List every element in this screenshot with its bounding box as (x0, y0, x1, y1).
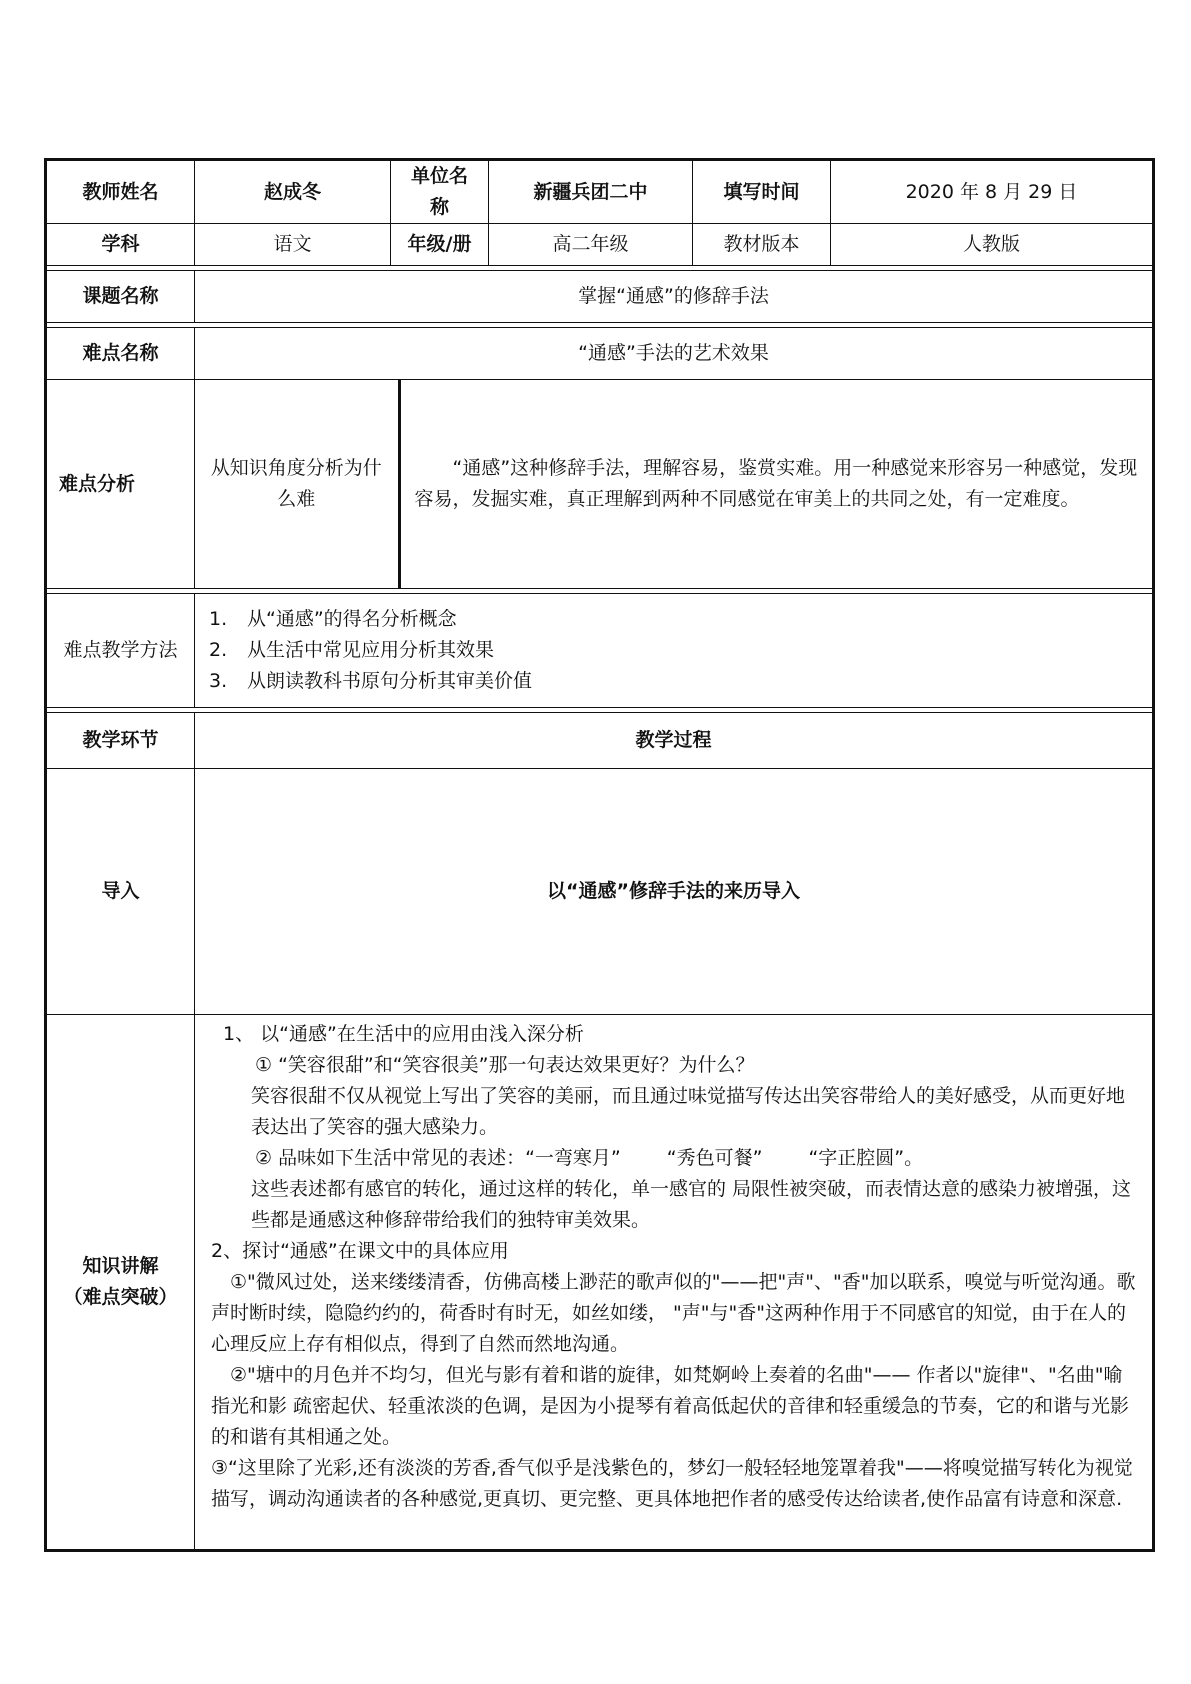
intro-value: 以“通感”修辞手法的来历导入 (195, 769, 1154, 1015)
analysis-row (46, 380, 1154, 589)
date-value: 2020 年 8 月 29 日 (831, 160, 1154, 224)
intro-label: 导入 (46, 769, 195, 1015)
subject-label: 学科 (46, 224, 195, 266)
method-item: 2. 从生活中常见应用分析其效果 (209, 639, 495, 661)
knowledge-line: 笑容很甜不仅从视觉上写出了笑容的美丽，而且通过味觉描写传达出笑容带给人的美好感受，从而更好地表达出了笑容的强大感染力。 (251, 1085, 1126, 1138)
intro-row (46, 769, 1154, 1015)
analysis-label: 难点分析 (46, 380, 195, 589)
difficulty-label: 难点名称 (46, 328, 195, 380)
methods-row (46, 594, 1154, 708)
analysis-sub-label: 从知识角度分析为什么难 (195, 380, 399, 588)
topic-value: 掌握“通感”的修辞手法 (195, 271, 1154, 323)
knowledge-content (195, 1015, 1154, 1551)
knowledge-line: 这些表述都有感官的转化，通过这样的转化，单一感官的 局限性被突破，而表情达意的感染力被增强，这些都是通感这种修辞带给我们的独特审美效果。 (251, 1178, 1132, 1231)
analysis-text: “通感”这种修辞手法，理解容易，鉴赏实难。用一种感觉来形容另一种感觉，发现容易，发掘实难，真正理解到两种不同感觉在审美上的共同之处，有一定难度。 (414, 457, 1138, 510)
knowledge-line: ① “笑容很甜”和“笑容很美”那一句表达效果更好？为什么？ (255, 1054, 755, 1076)
method-item: 1. 从“通感”的得名分析概念 (209, 608, 457, 630)
edition-label: 教材版本 (693, 224, 831, 266)
topic-label: 课题名称 (46, 271, 195, 323)
teacher-value: 赵成冬 (195, 160, 391, 224)
teacher-label: 教师姓名 (46, 160, 195, 224)
method-item: 3. 从朗读教科书原句分析其审美价值 (209, 670, 533, 692)
difficulty-row (46, 328, 1154, 380)
lesson-plan-table (44, 158, 1155, 1552)
subject-value: 语文 (195, 224, 391, 266)
knowledge-row (46, 1015, 1154, 1551)
difficulty-value: “通感”手法的艺术效果 (195, 328, 1154, 380)
header-row-1 (46, 160, 1154, 224)
knowledge-line: ③“这里除了光彩,还有淡淡的芳香,香气似乎是浅紫色的，梦幻一般轻轻地笼罩着我"——将嗅觉描写转化为视觉描写，调动沟通读者的各种感觉,更真切、更完整、更具体地把作者的感受传达给读者,使作品富有诗意和深意. (211, 1457, 1133, 1510)
grade-value: 高二年级 (489, 224, 693, 266)
process-value: 教学过程 (195, 713, 1154, 769)
topic-row (46, 271, 1154, 323)
knowledge-line: ②"塘中的月色并不均匀，但光与影有着和谐的旋律，如梵婀岭上奏着的名曲"—— 作者以"旋律"、"名曲"喻指光和影 疏密起伏、轻重浓淡的色调，是因为小提琴有着高低起伏的音律和轻重缓急的节奏，它的和谐与光影的和谐有其相通之处。 (211, 1364, 1130, 1448)
edition-value: 人教版 (831, 224, 1154, 266)
grade-label: 年级/册 (391, 224, 489, 266)
knowledge-line: ② 品味如下生活中常见的表述：“一弯寒月” “秀色可餐” “字正腔圆”。 (255, 1147, 924, 1169)
process-header-row (46, 713, 1154, 769)
unit-label: 单位名称 (391, 160, 489, 224)
methods-label: 难点教学方法 (46, 594, 195, 708)
knowledge-line: 2、探讨“通感”在课文中的具体应用 (211, 1240, 509, 1262)
methods-list (209, 604, 1140, 697)
unit-value: 新疆兵团二中 (489, 160, 693, 224)
header-row-2 (46, 224, 1154, 266)
process-label: 教学环节 (46, 713, 195, 769)
knowledge-line: 1、 以“通感”在生活中的应用由浅入深分析 (223, 1023, 584, 1045)
knowledge-line: ①"微风过处，送来缕缕清香，仿佛高楼上渺茫的歌声似的"——把"声"、"香"加以联系，嗅觉与听觉沟通。歌声时断时续，隐隐约约的，荷香时有时无，如丝如缕， "声"与"香"这两种作用于不同感官的知觉，由于在人的心理反应上存有相似点，得到了自然而然地沟通。 (211, 1271, 1136, 1355)
date-label: 填写时间 (693, 160, 831, 224)
knowledge-label: 知识讲解 （难点突破） (46, 1015, 195, 1551)
